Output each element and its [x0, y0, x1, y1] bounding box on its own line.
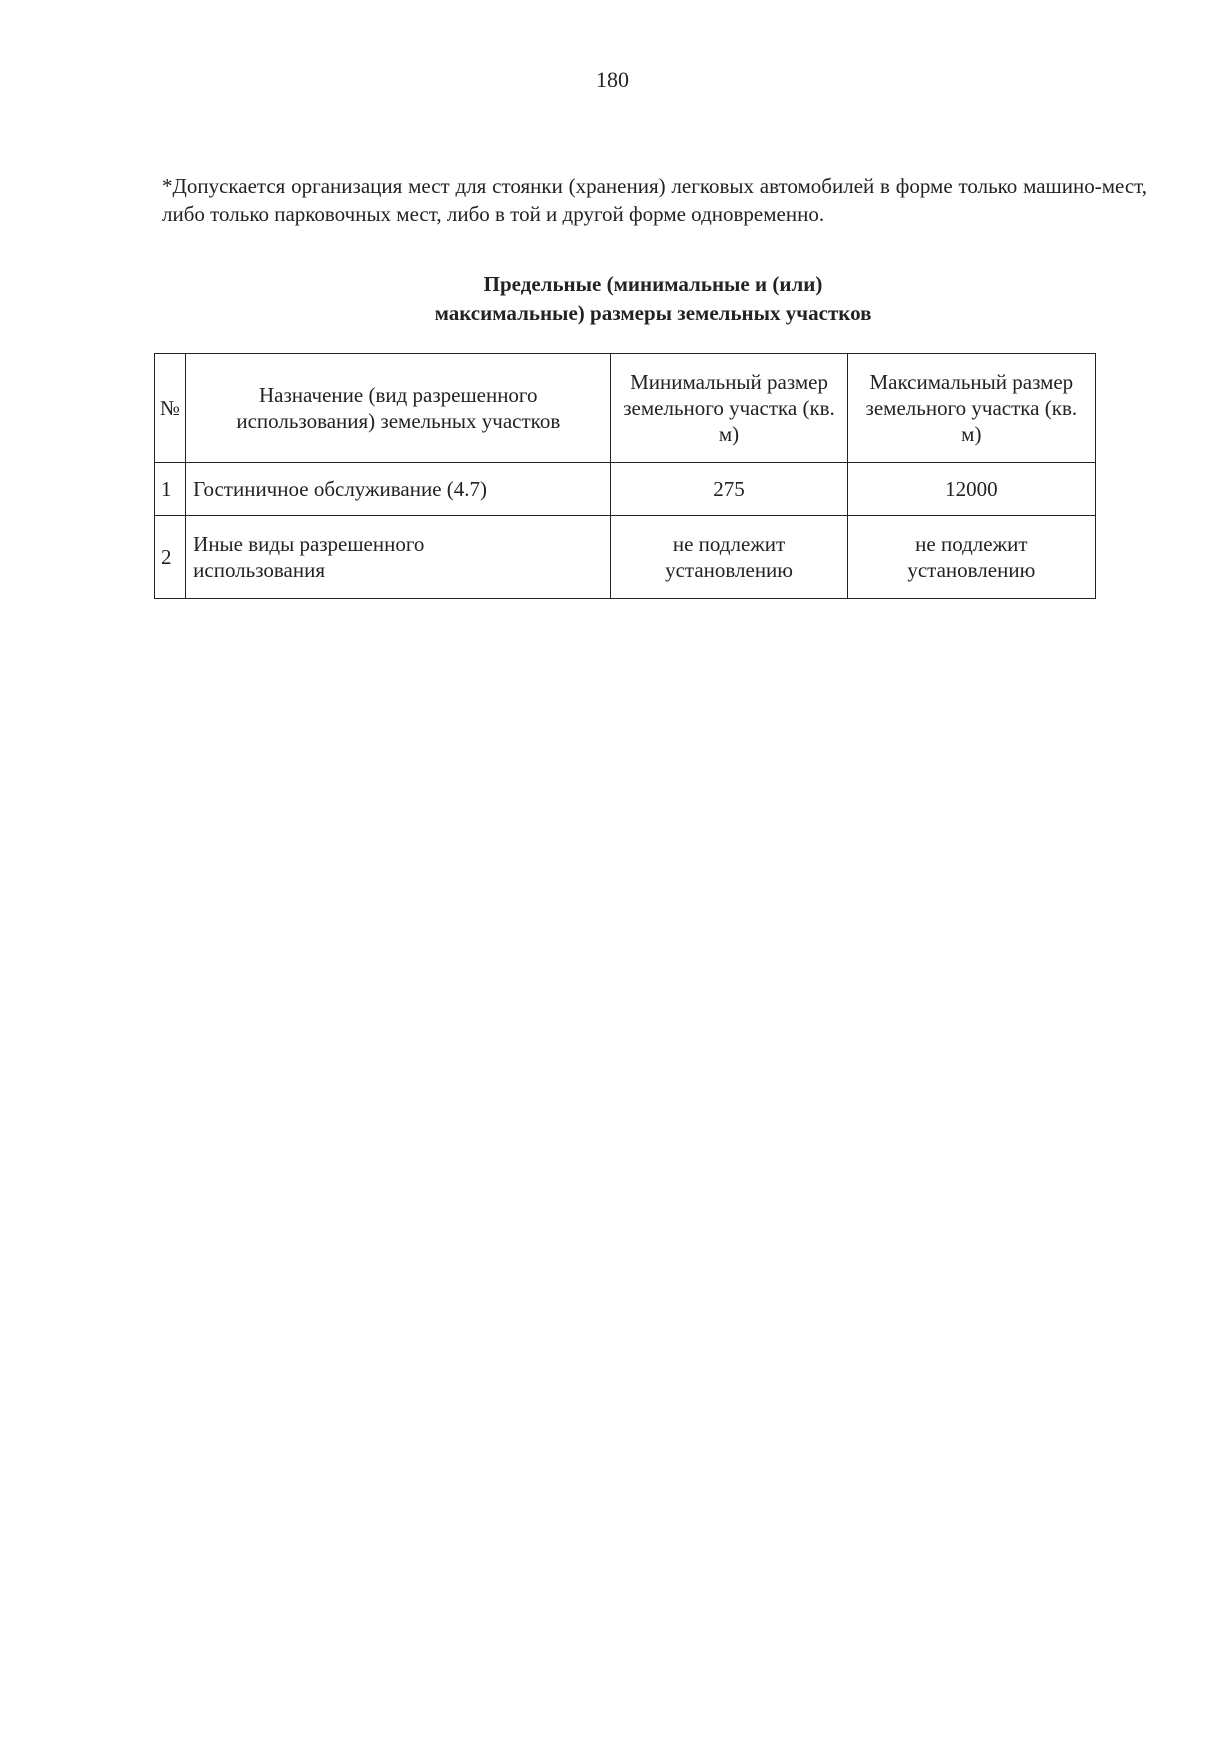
row-max-size: не подлежит установлению: [847, 516, 1095, 599]
header-max-size: Максимальный размер земельного участка (кв. м): [847, 354, 1095, 463]
section-title-line-2: максимальные) размеры земельных участков: [434, 301, 872, 325]
header-purpose: Назначение (вид разрешенного использования) земельных участков: [186, 354, 611, 463]
page-number: 180: [596, 67, 629, 92]
header-min-size: Минимальный размер земельного участка (кв. м): [611, 354, 847, 463]
land-plot-size-table: [154, 353, 1096, 599]
row-max-size: 12000: [847, 463, 1095, 516]
header-number: №: [155, 354, 186, 463]
section-title-line-1: Предельные (минимальные и (или): [483, 272, 823, 296]
row-number: 2: [155, 516, 186, 599]
table-row: [155, 463, 1096, 516]
row-min-size: не подлежит установлению: [611, 516, 847, 599]
table-header-row: [155, 354, 1096, 463]
section-title: [0, 270, 1225, 328]
row-min-size: 275: [611, 463, 847, 516]
row-purpose: Гостиничное обслуживание (4.7): [186, 463, 611, 516]
row-number: 1: [155, 463, 186, 516]
footnote-text: *Допускается организация мест для стоянки (хранения) легковых автомобилей в форме только машино-мест, либо только парковочных мест, либо в той и другой форме одновременно.: [162, 174, 1147, 226]
row-purpose: Иные виды разрешенного использования: [186, 516, 611, 599]
table-row: [155, 516, 1096, 599]
